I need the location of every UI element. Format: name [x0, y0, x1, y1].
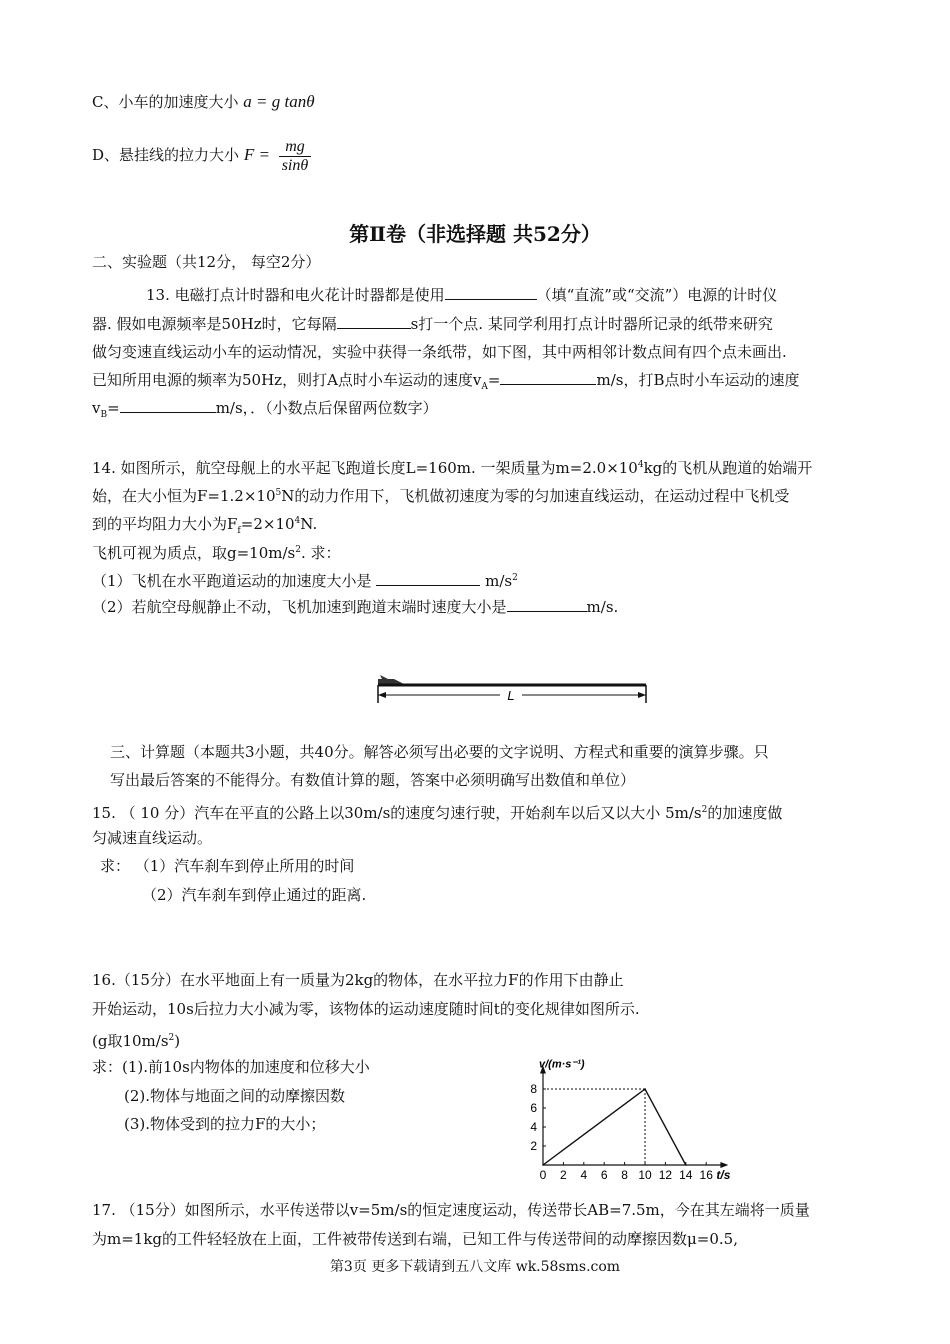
section3-line2: 写出最后答案的不能得分。有数值计算的题，答案中必须明确写出数值和单位） — [110, 771, 636, 789]
x-tick-label: 12 — [658, 1168, 673, 1182]
answer-blank — [500, 370, 596, 385]
y-tick-label: 6 — [530, 1101, 537, 1115]
velocity-time-chart — [515, 1055, 745, 1185]
q17-line1: 17. （15分）如图所示，水平传送带以v=5m/s的恒定速度运动，传送带长AB=7.5m，今在其左端将一质量 — [92, 1201, 810, 1219]
answer-blank — [337, 314, 411, 329]
x-tick-label: 4 — [580, 1168, 588, 1182]
x-tick-label: 14 — [679, 1168, 693, 1182]
x-tick-label: 8 — [621, 1168, 628, 1182]
q16-line1: 16.（15分）在水平地面上有一质量为2kg的物体，在水平拉力F的作用下由静止 — [92, 971, 624, 989]
q13-line1: 13. 电磁打点计时器和电火花计时器都是使用 （填“直流”或“交流”）电源的计时仪 — [146, 286, 778, 304]
data-point — [644, 1088, 646, 1090]
airplane-icon — [378, 675, 404, 684]
x-tick-label: 2 — [560, 1168, 567, 1182]
q14-line5: （1）飞机在水平跑道运动的加速度大小是 $m/s^2$ — [92, 572, 518, 590]
q16-line5: (2).物体与地面之间的动摩擦因数 — [124, 1087, 346, 1105]
q15-line1: 15. （ 10 分）汽车在平直的公路上以30m/s的速度匀速行驶，开始刹车以后又以大小 $5m/s^2$的加速度做 — [92, 804, 783, 822]
q17-line2: 为m=1kg的工件轻轻放在上面，工件被带传送到右端，已知工件与传送带间的动摩擦因数μ=0.5, — [92, 1230, 738, 1248]
y-axis-label: v/(m·s⁻¹) — [539, 1058, 585, 1071]
velocity-series-line — [543, 1089, 686, 1165]
length-label: L — [507, 688, 515, 703]
data-point — [685, 1164, 687, 1166]
q13-line4: 已知所用电源的频率为50Hz，则打A点时小车运动的速度$v_A= m/s$，打B点时小车运动的速度 — [92, 371, 800, 392]
q14-line3: 到的平均阻力大小为$F_f=2\times 10^4N$. — [92, 515, 318, 536]
q13-line5: $v_B= m/s$，．（小数点后保留两位数字） — [92, 399, 438, 420]
q14-line1: 14. 如图所示，航空母舰上的水平起飞跑道长度L=160m. 一架质量为$m=2.0\times 10^4kg$的飞机从跑道的始端开 — [92, 459, 813, 477]
x-tick-label: 10 — [638, 1168, 652, 1182]
answer-blank — [507, 597, 587, 612]
x-axis-label: t/s — [716, 1168, 731, 1182]
data-point — [542, 1164, 544, 1166]
q14-line4: 飞机可视为质点，取$g=10m/s^2$. 求： — [92, 544, 341, 562]
y-tick-label: 4 — [530, 1120, 537, 1134]
section-title: 第Ⅱ卷（非选择题 共52分） — [349, 222, 601, 246]
option-c-formula: a = g tanθ — [243, 92, 315, 111]
section2-heading: 二、实验题（共12分， 每空2分） — [92, 253, 321, 271]
runway-figure — [370, 665, 660, 715]
section3-line1: 三、计算题（本题共3小题，共40分。解答必须写出必要的文字说明、方程式和重要的演算步骤。只 — [110, 743, 769, 761]
q14-line6: （2）若航空母舰静止不动，飞机加速到跑道末端时速度大小是 m/s. — [92, 598, 619, 616]
q16-line3: (g取$10m/s^2$) — [92, 1032, 181, 1050]
option-d-fraction: $\frac{mg}{\sin\theta}$ — [279, 138, 312, 175]
q16-line4: 求：(1).前10s内物体的加速度和位移大小 — [92, 1058, 370, 1076]
q13-line3: 做匀变速直线运动小车的运动情况，实验中获得一条纸带，如下图，其中两相邻计数点间有四个点未画出. — [92, 343, 787, 361]
option-c: C、小车的加速度大小 a = g tanθ — [92, 92, 315, 111]
q16-line6: (3).物体受到的拉力F的大小； — [124, 1115, 326, 1133]
x-tick-label: 0 — [539, 1168, 547, 1182]
x-tick-label: 6 — [600, 1168, 608, 1182]
y-tick-label: 8 — [530, 1082, 537, 1096]
q15-line4: （2）汽车刹车到停止通过的距离. — [142, 886, 367, 904]
x-tick-label: 16 — [699, 1168, 713, 1182]
answer-blank — [376, 571, 480, 586]
q15-line3: 求： （1）汽车刹车到停止所用的时间 — [100, 857, 355, 875]
q16-line2: 开始运动，10s后拉力大小减为零，该物体的运动速度随时间t的变化规律如图所示. — [92, 1000, 640, 1018]
option-d: D、悬挂线的拉力大小 F = $\frac{mg}{\sin\theta}$ — [92, 136, 311, 175]
answer-blank — [445, 285, 537, 300]
q15-line2: 匀减速直线运动。 — [92, 829, 213, 847]
q13-line2: 器. 假如电源频率是50Hz时，它每隔 s打一个点. 某同学利用打点计时器所记录的纸带来研究 — [92, 315, 773, 333]
answer-blank — [120, 398, 216, 413]
page-footer: 第3页 更多下载请到五八文库 wk.58sms.com — [329, 1259, 621, 1275]
q14-line2: 始，在大小恒为$F=1.2\times 10^5N$的动力作用下，飞机做初速度为零的匀加速直线运动，在运动过程中飞机受 — [92, 487, 790, 505]
y-tick-label: 2 — [530, 1139, 537, 1153]
